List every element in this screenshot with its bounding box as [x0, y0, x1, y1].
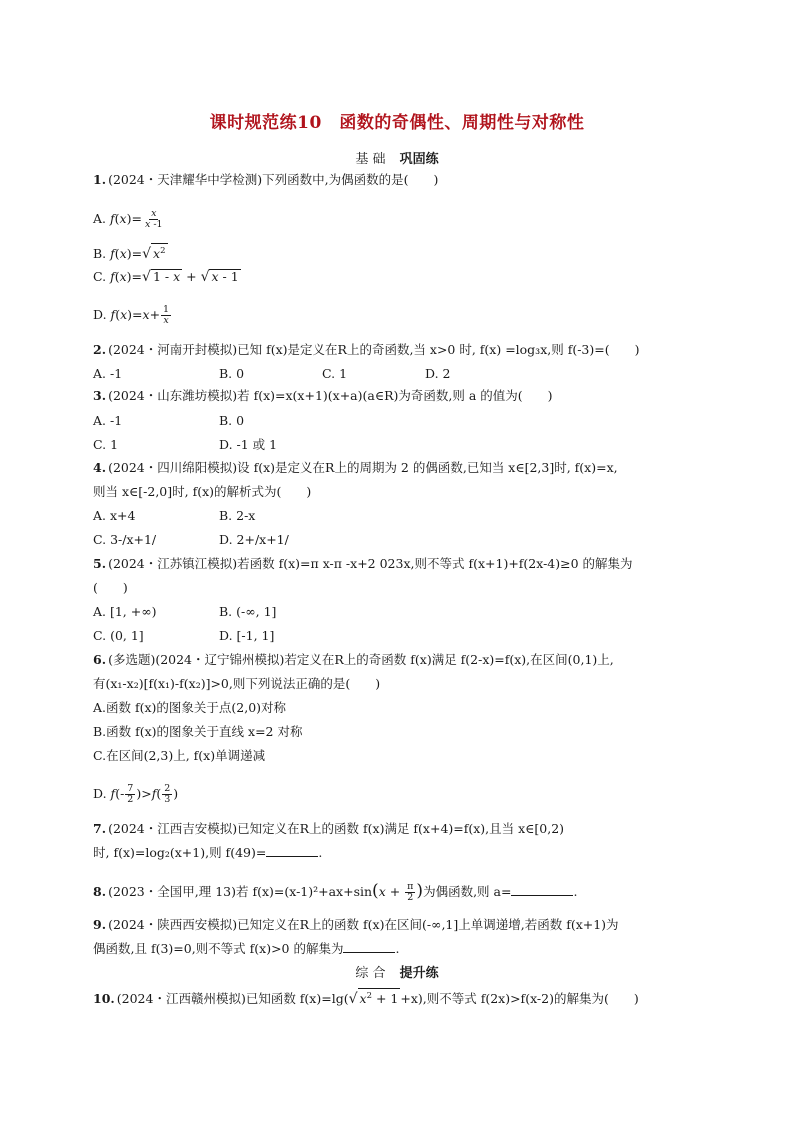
q2-option-c: C. 1 — [322, 366, 348, 381]
question-3 — [93, 387, 553, 405]
question-4 — [93, 459, 618, 477]
q4-option-a: A. x+4 — [93, 508, 136, 523]
question-10-stem-end: +x),则不等式 f(2x)>f(x-2)的解集为( ) — [400, 991, 639, 1007]
section-basic-label: 基 础 — [355, 152, 386, 167]
q1-option-d-label: D. — [93, 307, 107, 322]
question-5-stem: (2024・江苏镇江模拟)若函数 f(x)=π x-π -x+2 023x,则不等式 f(x+1)+f(2x-4)≥0 的解集为 — [108, 556, 633, 571]
question-9 — [93, 916, 619, 934]
question-5-continued: ( ) — [93, 580, 128, 595]
q1-option-a: A. f(x)= $\frac{x}{x -1}$ — [93, 208, 163, 230]
q1-option-b-label: B. — [93, 246, 107, 262]
question-10-stem: (2024・江西赣州模拟)已知函数 f(x)=lg( — [116, 991, 349, 1007]
question-5-number: 5. — [93, 556, 107, 571]
section-basic-sub: 巩固练 — [399, 152, 439, 167]
q4-option-d: D. 2+/x+1/ — [219, 532, 289, 547]
question-2 — [93, 341, 639, 359]
question-6-number: 6. — [93, 652, 107, 667]
square-root: √ x - 1 — [200, 269, 239, 285]
section-advanced — [0, 962, 794, 981]
q6-option-a: A.函数 f(x)的图象关于点(2,0)对称 — [93, 700, 287, 715]
square-root: √ $x^2$ — [142, 243, 167, 261]
q3-option-d: D. -1 或 1 — [219, 437, 278, 452]
question-10-number: 10. — [93, 991, 115, 1007]
question-7-continued: 时, f(x)=log₂(x+1),则 f(49)= . — [93, 845, 323, 860]
answer-blank[interactable] — [343, 940, 395, 953]
question-1-stem: (2024・天津耀华中学检测)下列函数中,为偶函数的是( ) — [108, 172, 439, 187]
question-9-stem-end: 偶函数,且 f(3)=0,则不等式 f(x)>0 的解集为 — [93, 941, 344, 956]
page-title: 课时规范练10 函数的奇偶性、周期性与对称性 — [209, 113, 585, 133]
q2-option-d: D. 2 — [425, 366, 451, 381]
q1-option-c: C. f(x)= √ 1 - x + √ x - 1 — [93, 269, 239, 285]
question-7 — [93, 820, 564, 838]
q1-option-b: B. f(x)= √ $x^2$ — [93, 243, 168, 263]
question-8: 8. (2023・全国甲,理 13)若 f(x)=(x-1)²+ax+sin(x + $\frac{\pi}{2}$ )为偶函数,则 a= . — [93, 881, 578, 903]
question-4-number: 4. — [93, 460, 107, 475]
q6-option-b: B.函数 f(x)的图象关于直线 x=2 对称 — [93, 724, 303, 739]
answer-blank[interactable] — [266, 844, 318, 857]
fraction: $\frac{\pi}{2}$ — [407, 881, 414, 903]
question-2-number: 2. — [93, 342, 107, 357]
q1-option-a-label: A. — [93, 211, 107, 226]
square-root: √ 1 - x — [142, 269, 181, 285]
question-7-stem-end: 时, f(x)=log₂(x+1),则 f(49)= — [93, 845, 267, 860]
q5-option-b: B. (-∞, 1] — [219, 604, 277, 619]
fraction: $\frac{x}{x -1}$ — [144, 208, 163, 230]
question-4-stem: (2024・四川绵阳模拟)设 f(x)是定义在R上的周期为 2 的偶函数,已知当 x∈[2,3]时, f(x)=x, — [108, 460, 618, 475]
q1-option-d: D. f(x)=x+ $\frac{1}{x}$ — [93, 304, 170, 326]
question-8-number: 8. — [93, 884, 107, 899]
section-advanced-sub: 提升练 — [399, 966, 439, 981]
section-basic — [0, 148, 794, 167]
q6-option-d-label: D. — [93, 786, 107, 801]
q2-option-b: B. 0 — [219, 366, 245, 381]
fraction: $\frac{7}{2}$ — [127, 783, 134, 805]
question-1 — [93, 171, 438, 189]
question-3-number: 3. — [93, 388, 107, 403]
fraction: $\frac{1}{x}$ — [163, 304, 170, 326]
question-1-number: 1. — [93, 172, 107, 187]
question-7-number: 7. — [93, 821, 107, 836]
question-7-stem: (2024・江西吉安模拟)已知定义在R上的函数 f(x)满足 f(x+4)=f(x),且当 x∈[0,2) — [108, 821, 565, 836]
question-9-stem: (2024・陕西西安模拟)已知定义在R上的函数 f(x)在区间(-∞,1]上单调递增,若函数 f(x+1)为 — [108, 917, 619, 932]
question-9-number: 9. — [93, 917, 107, 932]
question-6-stem: (多选题)(2024・辽宁锦州模拟)若定义在R上的奇函数 f(x)满足 f(2-x)=f(x),在区间(0,1)上, — [108, 652, 614, 667]
q2-option-a: A. -1 — [93, 366, 123, 381]
q4-option-c: C. 3-/x+1/ — [93, 532, 157, 547]
fraction: $\frac{2}{3}$ — [164, 783, 171, 805]
q5-option-a: A. [1, +∞) — [93, 604, 157, 619]
square-root: √ $x^2 + 1$ — [349, 988, 401, 1006]
question-6 — [93, 651, 614, 669]
question-10 — [93, 988, 639, 1008]
question-5 — [93, 555, 633, 573]
q3-option-b: B. 0 — [219, 413, 245, 428]
question-9-continued: 偶函数,且 f(3)=0,则不等式 f(x)>0 的解集为 . — [93, 941, 400, 956]
answer-blank[interactable] — [511, 883, 573, 896]
question-3-stem: (2024・山东潍坊模拟)若 f(x)=x(x+1)(x+a)(a∈R)为奇函数,则 a 的值为( ) — [108, 388, 553, 403]
question-6-continued: 有(x₁-x₂)[f(x₁)-f(x₂)]>0,则下列说法正确的是( ) — [93, 676, 381, 691]
q4-option-b: B. 2-x — [219, 508, 256, 523]
q5-option-d: D. [-1, 1] — [219, 628, 275, 643]
q6-option-c: C.在区间(2,3)上, f(x)单调递减 — [93, 748, 266, 763]
question-8-stem-end: 为偶函数,则 a= — [423, 884, 512, 899]
question-2-stem: (2024・河南开封模拟)已知 f(x)是定义在R上的奇函数,当 x>0 时, f(x) =log₃x,则 f(-3)=( ) — [108, 342, 640, 357]
q3-option-c: C. 1 — [93, 437, 119, 452]
question-4-continued: 则当 x∈[-2,0]时, f(x)的解析式为( ) — [93, 484, 312, 499]
section-advanced-label: 综 合 — [355, 966, 386, 981]
q1-option-c-label: C. — [93, 269, 107, 284]
question-8-stem: (2023・全国甲,理 13)若 f(x)=(x-1)²+ax+sin — [108, 884, 373, 899]
q6-option-d: D. f(- $\frac{7}{2}$ )>f( $\frac{2}{3}$ ) — [93, 783, 179, 805]
q3-option-a: A. -1 — [93, 413, 123, 428]
q5-option-c: C. (0, 1] — [93, 628, 144, 643]
